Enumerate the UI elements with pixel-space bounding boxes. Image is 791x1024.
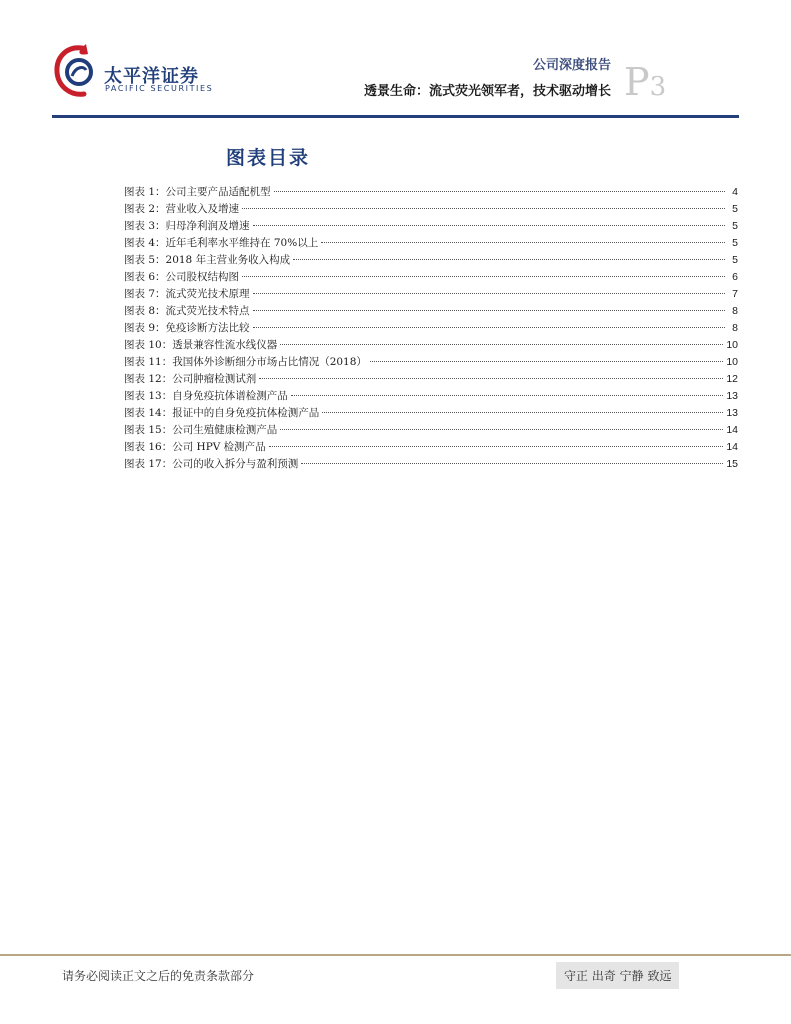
toc-entry[interactable] — [124, 354, 738, 371]
toc-entry[interactable] — [124, 422, 738, 439]
toc-entry[interactable] — [124, 303, 738, 320]
toc-entry-page: 13 — [726, 407, 738, 419]
toc-entry[interactable] — [124, 439, 738, 456]
toc-entry-page: 8 — [732, 322, 738, 334]
toc-dot-leader — [253, 327, 725, 328]
toc-entry-label: 图表 8：流式荧光技术特点 — [124, 305, 250, 317]
logo-company-name-cn: 太平洋证券 — [104, 66, 199, 87]
toc-entry-label: 图表 16：公司 HPV 检测产品 — [124, 441, 266, 453]
toc-dot-leader — [293, 259, 725, 260]
toc-entry-page: 12 — [726, 373, 738, 385]
toc-entry[interactable] — [124, 235, 738, 252]
page-marker-letter: P — [624, 60, 650, 104]
toc-entry-page: 4 — [732, 186, 738, 198]
toc-entry-page: 5 — [732, 237, 738, 249]
toc-dot-leader — [259, 378, 723, 379]
toc-dot-leader — [253, 225, 725, 226]
toc-entry-label: 图表 4：近年毛利率水平维持在 70%以上 — [124, 237, 319, 249]
toc-entry-label: 图表 9：免疫诊断方法比较 — [124, 322, 250, 334]
toc-dot-leader — [242, 276, 725, 277]
toc-dot-leader — [242, 208, 725, 209]
toc-entry-label: 图表 6：公司股权结构图 — [124, 271, 240, 283]
report-type: 公司深度报告 — [532, 58, 611, 73]
header-divider — [52, 115, 739, 118]
toc-entry-label: 图表 1：公司主要产品适配机型 — [124, 186, 271, 198]
toc-entry[interactable] — [124, 388, 738, 405]
toc-entry[interactable] — [124, 405, 738, 422]
toc-dot-leader — [322, 412, 723, 413]
toc-entry-page: 8 — [732, 305, 738, 317]
toc-entry-label: 图表 15：公司生殖健康检测产品 — [124, 424, 278, 436]
footer-divider — [0, 954, 791, 956]
toc-entry-label: 图表 2：营业收入及增速 — [124, 203, 240, 215]
toc-entry[interactable] — [124, 320, 738, 337]
toc-entry[interactable] — [124, 269, 738, 286]
toc-entry-page: 13 — [726, 390, 738, 402]
toc-dot-leader — [291, 395, 724, 396]
toc-entry-label: 图表 13：自身免疫抗体谱检测产品 — [124, 390, 288, 402]
toc-entry[interactable] — [124, 184, 738, 201]
toc-entry-page: 7 — [732, 288, 738, 300]
toc-entry-label: 图表 17：公司的收入拆分与盈利预测 — [124, 458, 299, 470]
toc-entry-page: 10 — [726, 356, 738, 368]
toc-dot-leader — [321, 242, 725, 243]
toc-entry-page: 5 — [732, 220, 738, 232]
logo-emblem-icon — [52, 42, 100, 102]
toc-entry[interactable] — [124, 218, 738, 235]
toc-entry[interactable] — [124, 337, 738, 354]
toc-dot-leader — [280, 344, 723, 345]
toc-entry-page: 15 — [726, 458, 738, 470]
page-marker — [624, 60, 666, 104]
footer-motto: 守正 出奇 宁静 致远 — [556, 962, 679, 989]
toc-dot-leader — [280, 429, 723, 430]
toc-entry[interactable] — [124, 252, 738, 269]
toc-entry-label: 图表 11：我国体外诊断细分市场占比情况（2018） — [124, 356, 367, 368]
toc-entry-page: 14 — [726, 424, 738, 436]
toc-entry[interactable] — [124, 456, 738, 473]
toc-dot-leader — [253, 293, 725, 294]
logo-company-name-en: PACIFIC SECURITIES — [105, 84, 214, 93]
toc-entry-page: 10 — [726, 339, 738, 351]
company-logo — [52, 42, 222, 102]
toc-entry[interactable] — [124, 371, 738, 388]
toc-entry-label: 图表 7：流式荧光技术原理 — [124, 288, 250, 300]
toc-entry-page: 6 — [732, 271, 738, 283]
toc-list — [124, 184, 738, 473]
toc-entry[interactable] — [124, 286, 738, 303]
toc-title: 图表目录 — [226, 147, 311, 169]
toc-entry-label: 图表 14：报证中的自身免疫抗体检测产品 — [124, 407, 320, 419]
page-marker-number: 3 — [649, 72, 667, 102]
report-title: 透景生命：流式荧光领军者，技术驱动增长 — [363, 84, 611, 99]
toc-dot-leader — [269, 446, 724, 447]
toc-dot-leader — [274, 191, 725, 192]
footer-disclaimer: 请务必阅读正文之后的免责条款部分 — [62, 969, 255, 983]
toc-entry[interactable] — [124, 201, 738, 218]
toc-dot-leader — [253, 310, 725, 311]
toc-dot-leader — [301, 463, 723, 464]
toc-entry-page: 5 — [732, 254, 738, 266]
toc-entry-label: 图表 10：透景兼容性流水线仪器 — [124, 339, 278, 351]
toc-entry-page: 14 — [726, 441, 738, 453]
toc-entry-label: 图表 12：公司肿瘤检测试剂 — [124, 373, 257, 385]
toc-entry-label: 图表 3：归母净利润及增速 — [124, 220, 250, 232]
toc-dot-leader — [370, 361, 723, 362]
toc-entry-page: 5 — [732, 203, 738, 215]
toc-entry-label: 图表 5：2018 年主营业务收入构成 — [124, 254, 291, 266]
